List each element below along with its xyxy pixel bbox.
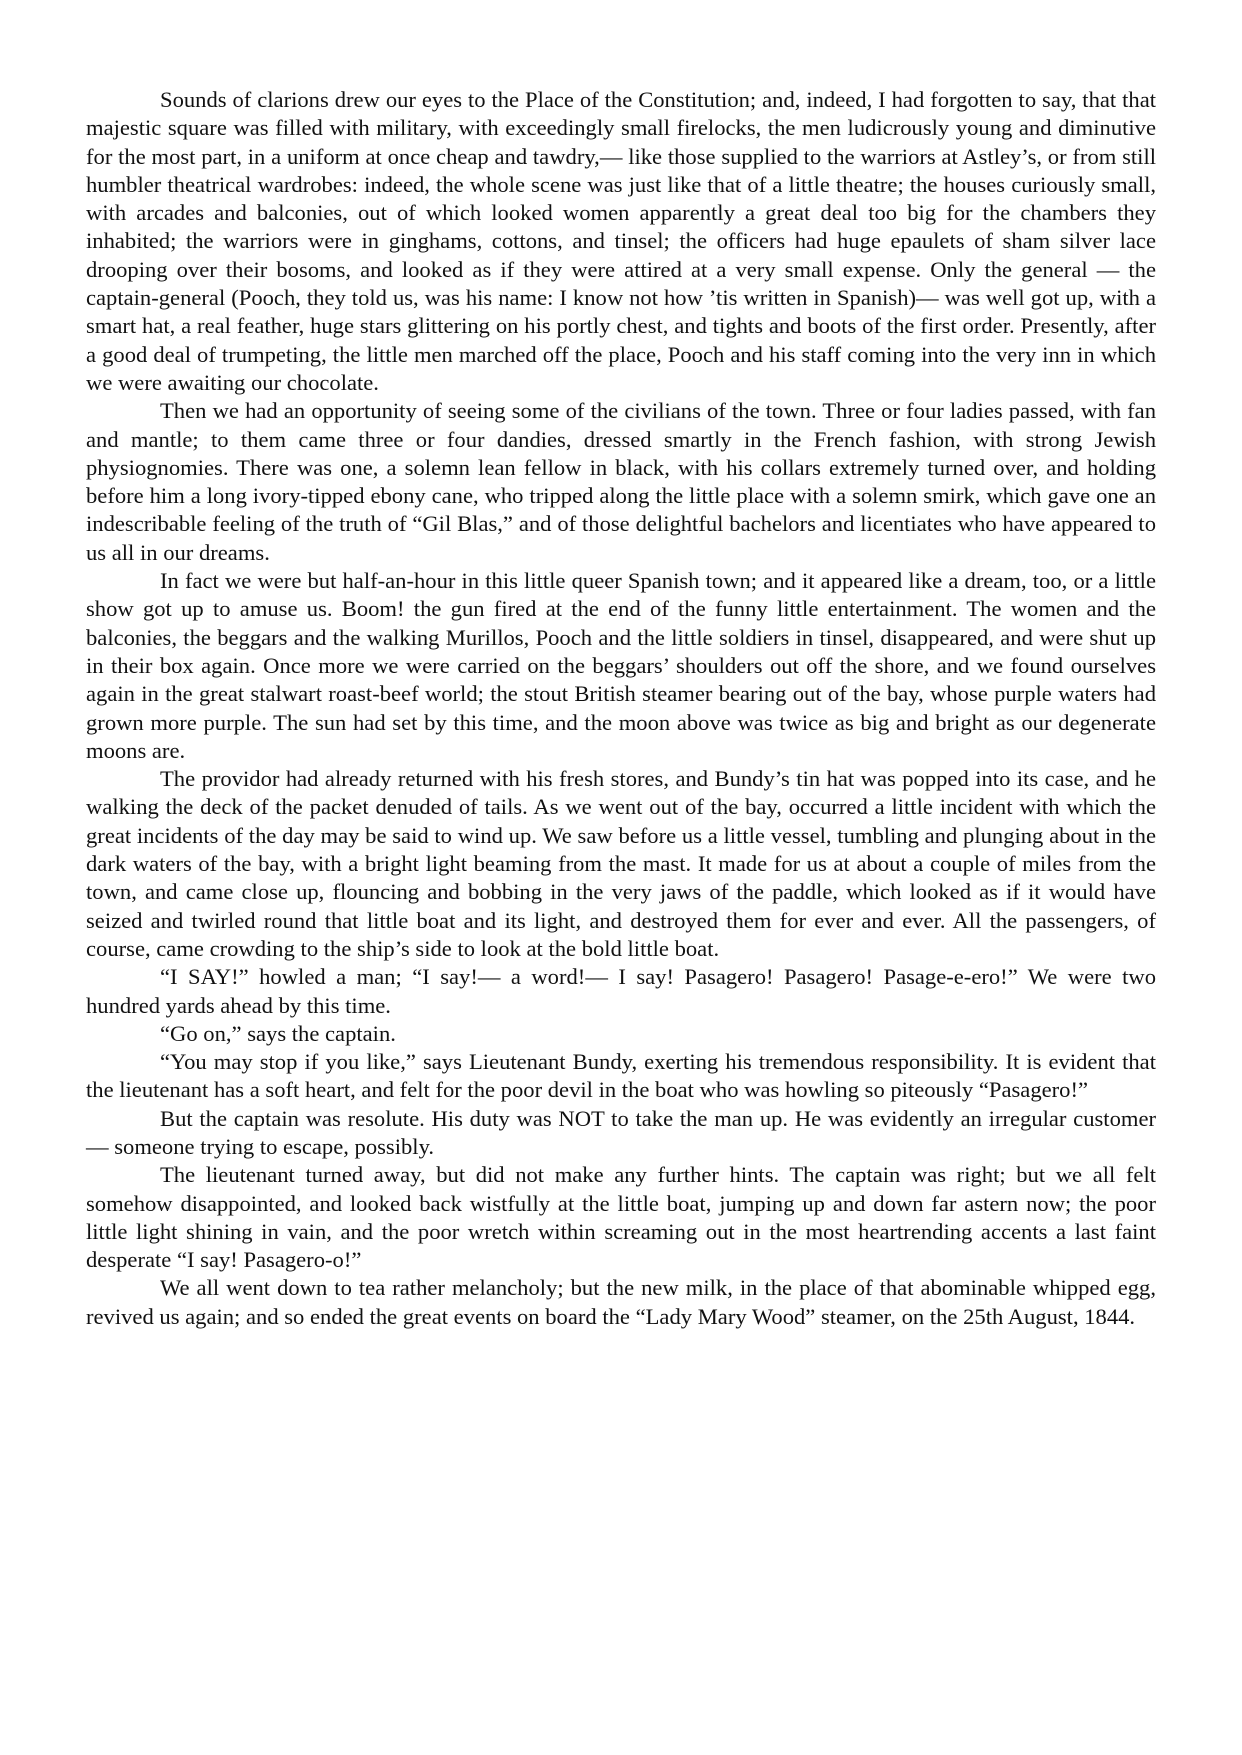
document-page: [86, 86, 1156, 1331]
paragraph-providor: The providor had already returned with his fresh stores, and Bundy’s tin hat was popped into its case, and he walking the deck of the packet denuded of tails. As we went out of the bay, occurred a little incident with which the great incidents of the day may be said to wind up. We saw before us a little vessel, tumbling and plunging about in the dark waters of the bay, with a bright light beaming from the mast. It made for us at about a couple of miles from the town, and came close up, flouncing and bobbing in the very jaws of the paddle, which looked as if it would have seized and twirled round that little boat and its light, and destroyed them for ever and ever. All the passengers, of course, came crowding to the ship’s side to look at the bold little boat.: [86, 766, 1156, 961]
paragraph-lieutenant-turned: The lieutenant turned away, but did not make any further hints. The captain was right; but we all felt somehow disappointed, and looked back wistfully at the little boat, jumping up and down far astern now; the poor little light shining in vain, and the poor wretch within screaming out in the most heartrending accents a last faint desperate “I say! Pasagero-o!”: [86, 1162, 1156, 1273]
paragraph-you-may-stop: “You may stop if you like,” says Lieutenant Bundy, exerting his tremendous responsibility. It is evident that the lieutenant has a soft heart, and felt for the poor devil in the boat who was howling so piteously “Pasagero!”: [86, 1049, 1156, 1103]
paragraph-captain-resolute: But the captain was resolute. His duty was NOT to take the man up. He was evidently an irregular customer — someone trying to escape, possibly.: [86, 1105, 1156, 1159]
paragraph-clarions: Sounds of clarions drew our eyes to the Place of the Constitution; and, indeed, I had forgotten to say, that that majestic square was filled with military, with exceedingly small firelocks, the men ludicrously young and diminutive for the most part, in a uniform at once cheap and tawdry,— like those supplied to the warriors at Astley’s, or from still humbler theatrical wardrobes: indeed, the whole scene was just like that of a little theatre; the houses curiously small, with arcades and balconies, out of which looked women apparently a great deal too big for the chambers they inhabited; the warriors were in ginghams, cottons, and tinsel; the officers had huge epaulets of sham silver lace drooping over their bosoms, and looked as if they were attired at a very small expense. Only the general — the captain-general (Pooch, they told us, was his name: I know not how ’tis written in Spanish)— was well got up, with a smart hat, a real feather, huge stars glittering on his portly chest, and tights and boots of the first order. Presently, after a good deal of trumpeting, the little men marched off the place, Pooch and his staff coming into the very inn in which we were awaiting our chocolate.: [86, 87, 1156, 395]
paragraph-spanish-town: In fact we were but half-an-hour in this little queer Spanish town; and it appeared like a dream, too, or a little show got up to amuse us. Boom! the gun fired at the end of the funny little entertainment. The women and the balconies, the beggars and the walking Murillos, Pooch and the little soldiers in tinsel, disappeared, and were shut up in their box again. Once more we were carried on the beggars’ shoulders out off the shore, and we found ourselves again in the great stalwart roast-beef world; the stout British steamer bearing out of the bay, whose purple waters had grown more purple. The sun had set by this time, and the moon above was twice as big and bright as our degenerate moons are.: [86, 568, 1156, 763]
paragraph-i-say: “I SAY!” howled a man; “I say!— a word!— I say! Pasagero! Pasagero! Pasage-e-ero!” We were two hundred yards ahead by this time.: [86, 964, 1156, 1018]
paragraph-tea: We all went down to tea rather melancholy; but the new milk, in the place of that abominable whipped egg, revived us again; and so ended the great events on board the “Lady Mary Wood” steamer, on the 25th August, 1844.: [86, 1275, 1156, 1329]
paragraph-go-on: “Go on,” says the captain.: [160, 1020, 396, 1046]
paragraph-civilians: Then we had an opportunity of seeing some of the civilians of the town. Three or four ladies passed, with fan and mantle; to them came three or four dandies, dressed smartly in the French fashion, with strong Jewish physiognomies. There was one, a solemn lean fellow in black, with his collars extremely turned over, and holding before him a long ivory-tipped ebony cane, who tripped along the little place with a solemn smirk, which gave one an indescribable feeling of the truth of “Gil Blas,” and of those delightful bachelors and licentiates who have appeared to us all in our dreams.: [86, 398, 1156, 565]
